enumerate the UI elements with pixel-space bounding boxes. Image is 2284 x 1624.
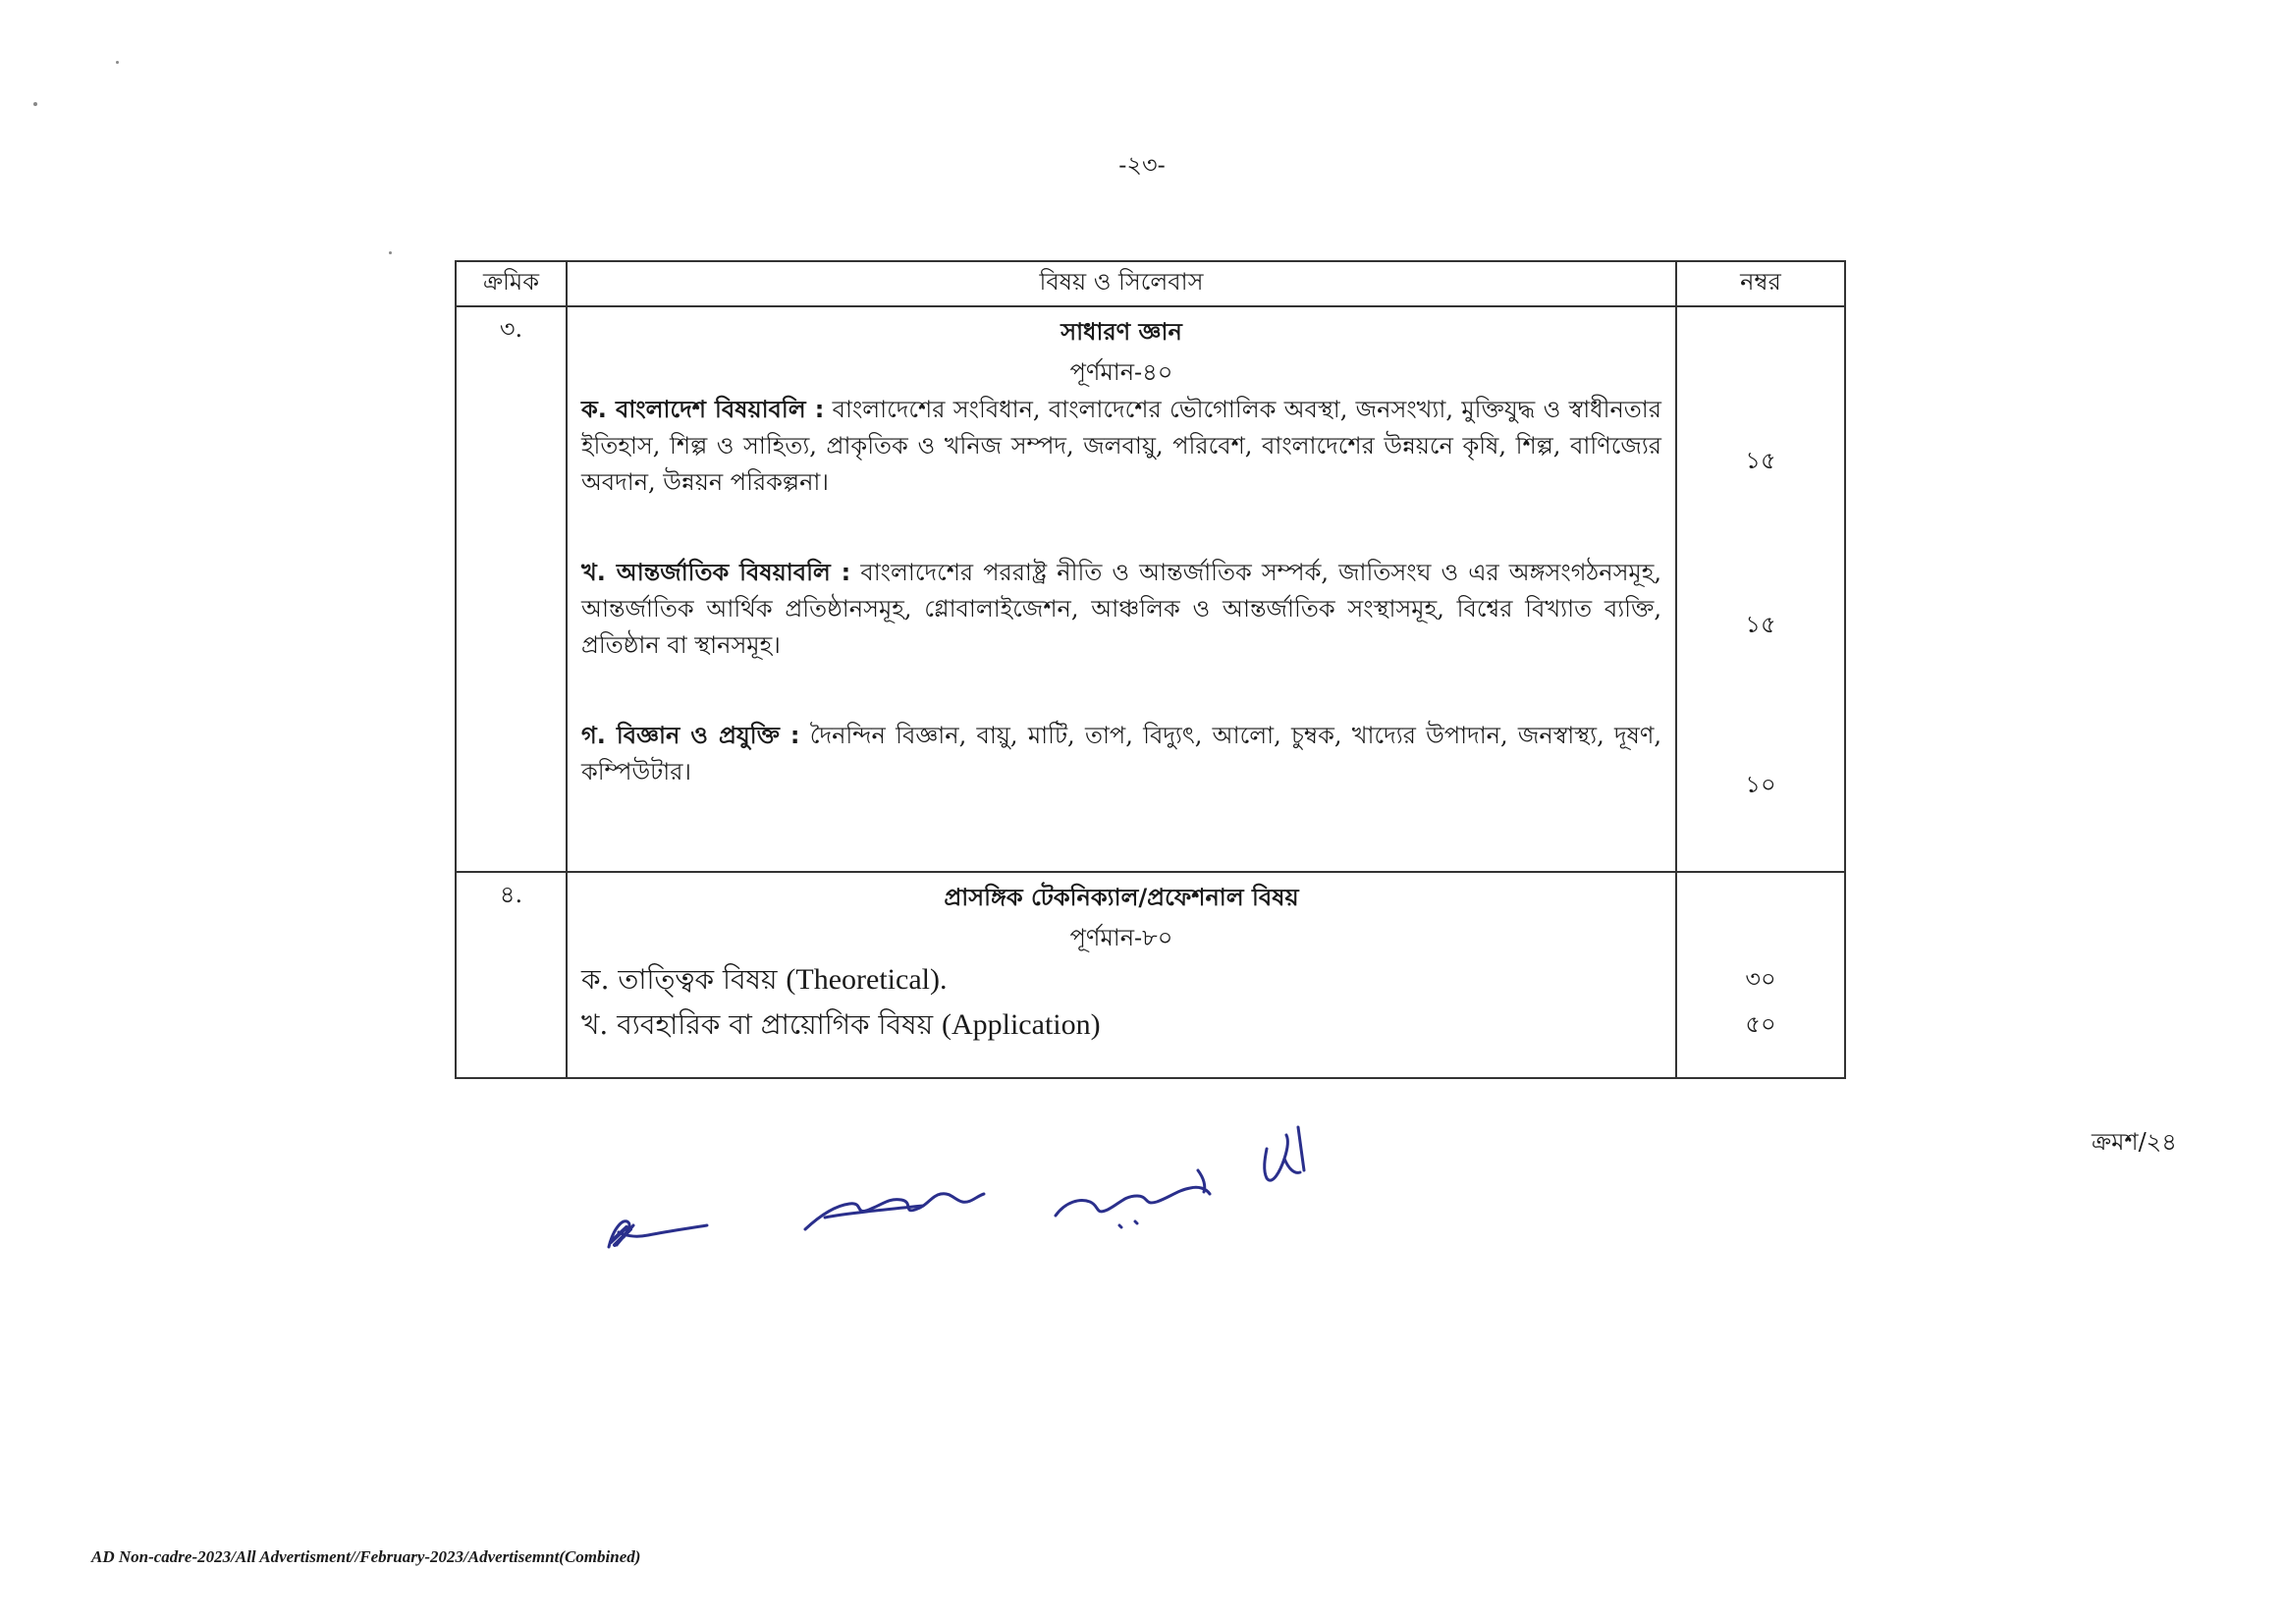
signature-2 [805, 1194, 984, 1229]
row-serial: ৩. [456, 306, 567, 872]
syllabus-item-science [581, 718, 1661, 790]
header-serial: ক্রমিক [456, 261, 567, 306]
mark-value: ১৫ [1745, 611, 1776, 638]
row-subject [567, 306, 1676, 872]
syllabus-item-application [581, 1002, 1661, 1048]
table-row-general-knowledge [456, 306, 1845, 872]
item-label: খ. ব্যবহারিক বা প্রায়োগিক বিষয় [581, 1008, 934, 1041]
mark-value: ১০ [1745, 771, 1776, 798]
item-text: দৈনন্দিন বিজ্ঞান, বায়ু, মাটি, তাপ, বিদ্যুৎ, আলো, চুম্বক, খাদ্যের উপাদান, জনস্বাস্থ্য, দূষণ, কম্পিউটার। [581, 722, 1661, 785]
full-marks: পূর্ণমান-৮০ [1069, 924, 1173, 951]
scan-speck [33, 102, 37, 106]
item-text: বাংলাদেশের পররাষ্ট্র নীতি ও আন্তর্জাতিক সম্পর্ক, জাতিসংঘ ও এর অঙ্গসংগঠনসমূহ, আন্তর্জাতিক আর্থিক প্রতিষ্ঠানসমূহ, গ্লোবালাইজেশন, আঞ্চলিক ও আন্তর্জাতিক সংস্থাসমূহ, বিশ্বের বিখ্যাত ব্যক্তি, প্রতিষ্ঠান বা স্থানসমূহ। [581, 559, 1661, 659]
item-heading: খ. আন্তর্জাতিক বিষয়াবলি : [581, 559, 851, 586]
item-heading: ক. বাংলাদেশ বিষয়াবলি : [581, 396, 825, 423]
syllabus-item-theoretical [581, 957, 1661, 1002]
mark-value: ১৫ [1745, 447, 1776, 474]
table-header-row [456, 261, 1845, 306]
row-subject [567, 872, 1676, 1078]
handwritten-signatures [589, 1100, 1375, 1267]
section-title: প্রাসঙ্গিক টেকনিক্যাল/প্রফেশনাল বিষয় [944, 884, 1299, 911]
scan-speck [389, 251, 392, 254]
scan-speck [116, 61, 119, 64]
signature-4 [1265, 1127, 1304, 1180]
mark-value: ৫০ [1745, 1010, 1776, 1038]
item-heading: গ. বিজ্ঞান ও প্রযুক্তি : [581, 722, 800, 749]
table-row-technical [456, 872, 1845, 1078]
row-marks [1676, 306, 1845, 872]
syllabus-item-international [581, 555, 1661, 664]
item-latin: (Application) [941, 1008, 1101, 1041]
signature-1 [609, 1221, 707, 1247]
syllabus-item-bangladesh [581, 392, 1661, 501]
header-marks: নম্বর [1676, 261, 1845, 306]
row-serial: ৪. [456, 872, 567, 1078]
row-marks [1676, 872, 1845, 1078]
signature-3 [1056, 1170, 1210, 1227]
continued-note: ক্রমশ/২৪ [2092, 1128, 2177, 1156]
full-marks: পূর্ণমান-৪০ [1069, 358, 1173, 386]
footer-file-path: AD Non-cadre-2023/All Advertisment//February-2023/Advertisemnt(Combined) [91, 1547, 641, 1566]
mark-value: ৩০ [1745, 965, 1776, 993]
item-text: বাংলাদেশের সংবিধান, বাংলাদেশের ভৌগোলিক অবস্থা, জনসংখ্যা, মুক্তিযুদ্ধ ও স্বাধীনতার ইতিহাস, শিল্প ও সাহিত্য, প্রাকৃতিক ও খনিজ সম্পদ, জলবায়ু, পরিবেশ, বাংলাদেশের উন্নয়নে কৃষি, শিল্প, বাণিজ্যের অবদান, উন্নয়ন পরিকল্পনা। [581, 396, 1661, 496]
item-latin: (Theoretical). [786, 963, 948, 996]
item-label: ক. তাত্ত্বিক বিষয় [581, 963, 778, 996]
section-title: সাধারণ জ্ঞান [1060, 318, 1182, 346]
syllabus-table [455, 260, 1846, 1079]
header-subject: বিষয় ও সিলেবাস [567, 261, 1676, 306]
page-number: -২৩- [1118, 151, 1166, 179]
